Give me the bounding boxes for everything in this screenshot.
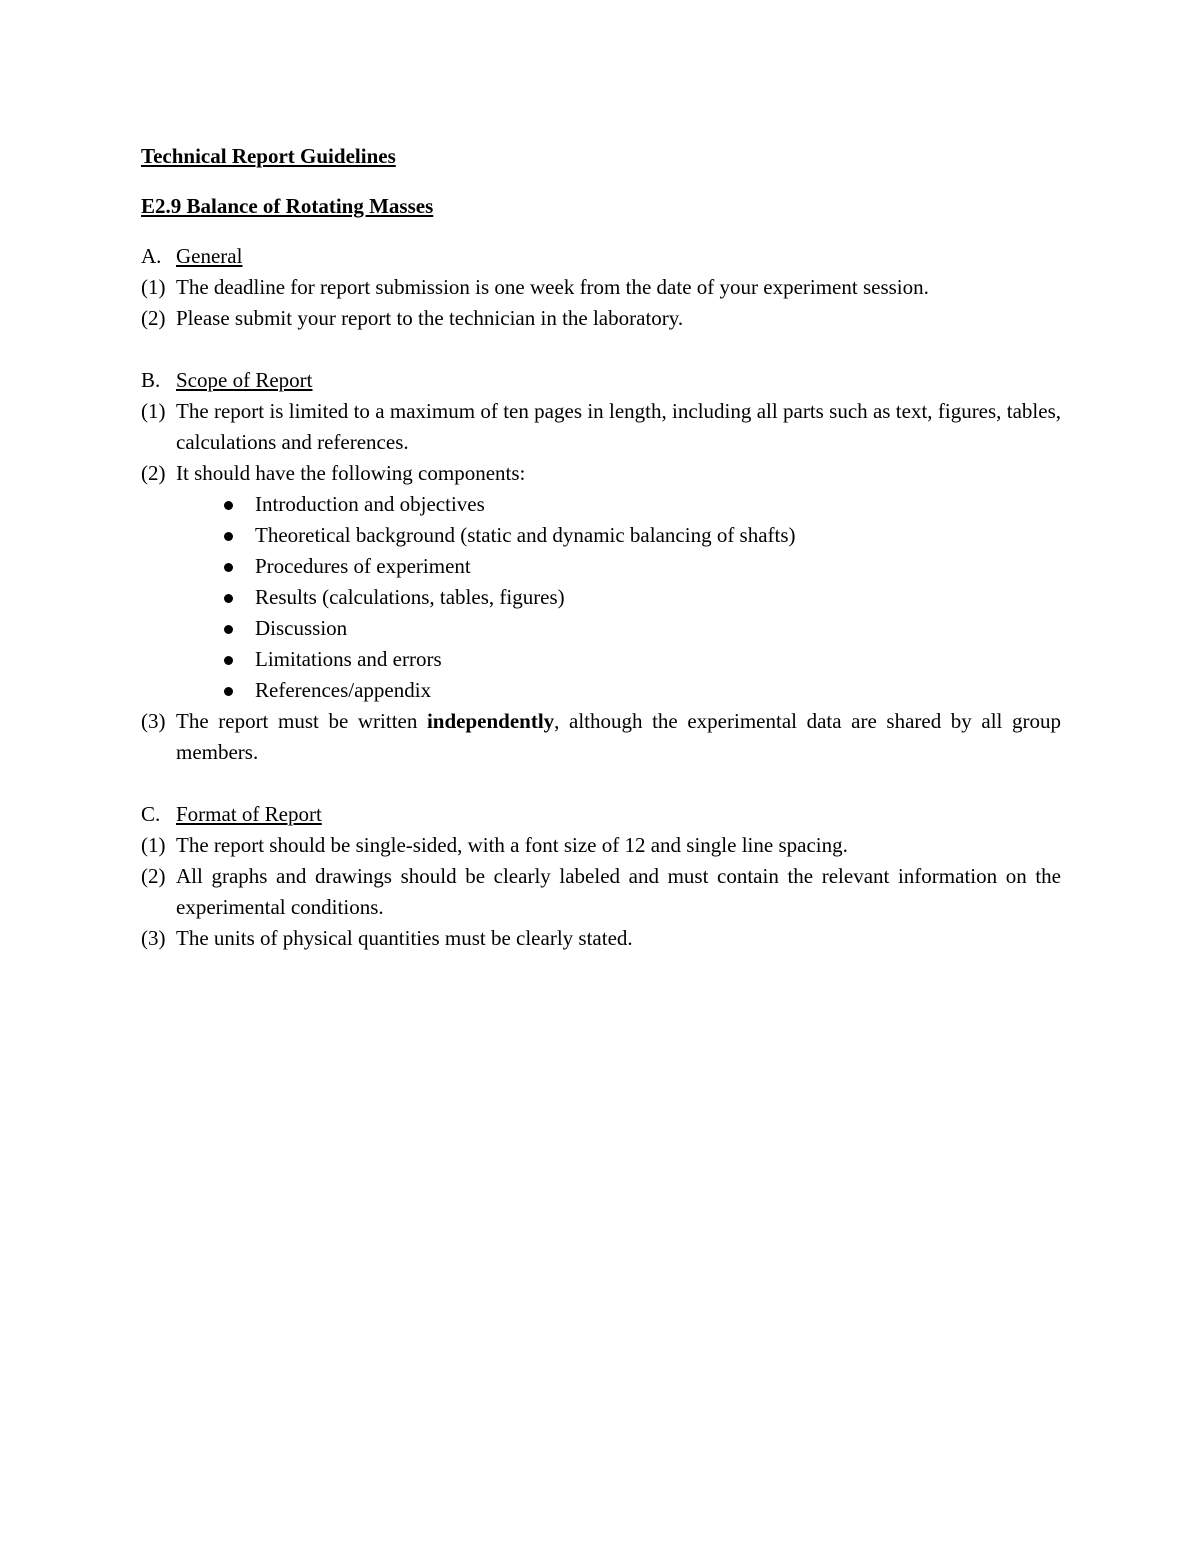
list-item	[141, 923, 1061, 954]
item-text-end: , although the experimental data are shared by all group members.	[176, 709, 1061, 764]
document-subtitle: E2.9 Balance of Rotating Masses	[141, 194, 434, 218]
bullet-item	[221, 551, 1061, 582]
section-letter: B.	[141, 368, 161, 392]
bullet-icon	[221, 489, 255, 520]
item-number: (1)	[141, 275, 166, 299]
emphasis-text: independently	[426, 709, 555, 733]
document-title: Technical Report Guidelines	[141, 144, 396, 168]
list-item	[141, 706, 1061, 768]
section-scope	[141, 365, 1061, 768]
bullet-item	[221, 520, 1061, 551]
section-heading	[141, 799, 1061, 830]
list-item	[141, 830, 1061, 861]
item-text: The deadline for report submission is one week from the date of your experiment session.	[176, 275, 929, 299]
section-heading	[141, 241, 1061, 272]
item-number: (2)	[141, 461, 166, 485]
section-title: Scope of Report	[176, 368, 313, 392]
item-text-start: The report must be written	[176, 709, 427, 733]
list-item	[141, 396, 1061, 458]
item-text: It should have the following components:	[176, 461, 526, 485]
item-number: (2)	[141, 864, 166, 888]
bullet-icon	[221, 644, 255, 675]
list-item	[141, 861, 1061, 923]
item-number: (1)	[141, 833, 166, 857]
bullet-item	[221, 644, 1061, 675]
item-text: Please submit your report to the technician in the laboratory.	[176, 306, 684, 330]
bullet-icon	[221, 613, 255, 644]
list-item	[141, 303, 1061, 334]
bullet-text: Discussion	[255, 616, 348, 640]
bullet-text: Limitations and errors	[255, 647, 442, 671]
section-letter: A.	[141, 244, 162, 268]
bullet-item	[221, 582, 1061, 613]
list-item	[141, 272, 1061, 303]
item-text: The units of physical quantities must be clearly stated.	[176, 926, 633, 950]
list-item	[141, 458, 1061, 489]
bullet-icon	[221, 520, 255, 551]
item-text	[176, 706, 1061, 768]
bullet-icon	[221, 675, 255, 706]
section-general	[141, 241, 1061, 334]
item-text: All graphs and drawings should be clearly labeled and must contain the relevant information on the experimental conditions.	[176, 864, 1061, 919]
bullet-item	[221, 613, 1061, 644]
bullet-text: Procedures of experiment	[255, 554, 471, 578]
components-list	[141, 489, 1061, 706]
bullet-text: Theoretical background (static and dynamic balancing of shafts)	[255, 523, 796, 547]
bullet-text: Introduction and objectives	[255, 492, 485, 516]
section-title: General	[176, 244, 243, 268]
item-number: (3)	[141, 926, 166, 950]
item-number: (1)	[141, 399, 166, 423]
bullet-icon	[221, 551, 255, 582]
document-page	[141, 141, 1061, 954]
item-text: The report should be single-sided, with a font size of 12 and single line spacing.	[176, 833, 848, 857]
item-number: (2)	[141, 306, 166, 330]
section-letter: C.	[141, 802, 161, 826]
item-text: The report is limited to a maximum of ten pages in length, including all parts such as text, figures, tables, calculations and references.	[176, 399, 1061, 454]
bullet-item	[221, 675, 1061, 706]
bullet-text: References/appendix	[255, 678, 432, 702]
bullet-text: Results (calculations, tables, figures)	[255, 585, 565, 609]
item-number: (3)	[141, 709, 166, 733]
section-title: Format of Report	[176, 802, 322, 826]
section-format	[141, 799, 1061, 954]
bullet-item	[221, 489, 1061, 520]
section-heading	[141, 365, 1061, 396]
bullet-icon	[221, 582, 255, 613]
